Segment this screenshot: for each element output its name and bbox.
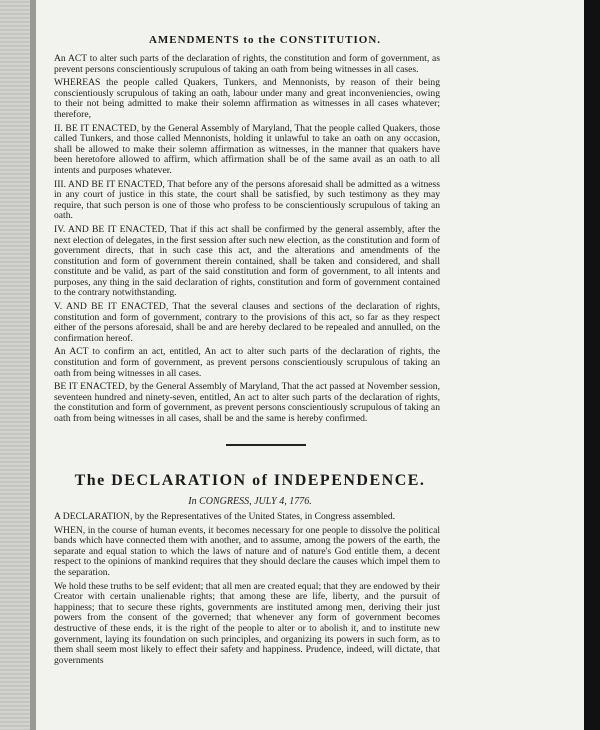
declaration-paragraph-2: We hold these truths to be self evident; that all men are created equal; that they are endowed by their Creator with certain unalienable rights; that among these are life, liberty, and the pursuit of happiness; that to secure these rights, governments are instituted among men, deriving their just powers from the consent of the governed; that whenever any form of government becomes destructive of these ends, it is the right of the people to alter or to abolish it, and to institute new government, laying its foundation on such principles, and organizing its powers in such form, as to them shall seem most likely to effect their safety and happiness. Prudence, indeed, will dictate, that governments bbox=[54, 580, 440, 666]
paragraph-6: An ACT to confirm an act, entitled, An act to alter such parts of the declaration of rights, the constitution and form of government, as prevent persons conscientiously scrupulous of taking an oath from being witnesses in all cases. bbox=[54, 346, 440, 379]
scan-border bbox=[584, 0, 600, 730]
amendment-text bbox=[54, 54, 440, 428]
declaration-heading: A DECLARATION, by the Representatives of the United States, in Congress assembled. bbox=[54, 511, 396, 522]
declaration-paragraph-1: WHEN, in the course of human events, it becomes necessary for one people to dissolve the political bands which have connected them with another, and to assume, among the powers of the earth, the separate and equal station to which the laws of nature and of nature's God entitle them, a decent respect to the opinions of mankind requires that they should declare the causes which impel them to the separation. bbox=[54, 524, 440, 578]
paragraph-1: WHEREAS the people called Quakers, Tunkers, and Mennonists, by reason of their being conscientiously scrupulous of taking an oath, labour under many and great inconveniencies, owing to their not being admitted to make their solemn affirmation as witnesses in all cases whatever; therefore, bbox=[54, 77, 440, 120]
paragraph-3: III. AND BE IT ENACTED, That before any of the persons aforesaid shall be admitted as a witness in any court of justice in this state, the court shall be satisfied, by such testimony as they may require, that such person is one of those who profess to be conscientiously scrupulous of taking an oath. bbox=[54, 178, 440, 222]
intro-paragraph: An ACT to alter such parts of the declaration of rights, the constitution and form of government, as prevent persons conscientiously scrupulous of taking an oath from being witnesses in all cases. bbox=[54, 53, 440, 75]
binding-edge bbox=[0, 0, 31, 730]
declaration-subtitle: In CONGRESS, JULY 4, 1776. bbox=[188, 496, 312, 507]
declaration-text bbox=[54, 512, 440, 669]
paragraph-4: IV. AND BE IT ENACTED, That if this act shall be confirmed by the general assembly, after the next election of delegates, in the first session after such new election, as the constitution and form of government directs, that in such case this act, and the alterations and amendments of the constitution and form of government therein contained, shall be taken and considered, and shall constitute and be valid, as part of the said constitution and form of government, to all intents and purposes, any thing in the said declaration of rights, constitution and form of government contained to the contrary notwithstanding. bbox=[54, 223, 440, 299]
section-divider bbox=[226, 444, 306, 446]
paragraph-7: BE IT ENACTED, by the General Assembly of Maryland, That the act passed at November session, seventeen hundred and ninety-seven, entitled, An act to alter such parts of the declaration of rights, the constitution and form of government, as prevent persons conscientiously scrupulous of taking an oath from being witnesses in all cases, shall be and the same is hereby confirmed. bbox=[54, 381, 440, 424]
page-header: AMENDMENTS to the CONSTITUTION. bbox=[148, 34, 382, 46]
declaration-title: The DECLARATION of INDEPENDENCE. bbox=[74, 472, 426, 489]
paragraph-5: V. AND BE IT ENACTED, That the several clauses and sections of the declaration of rights, constitution and form of government, contrary to the provisions of this act, so far as they respect either of the persons aforesaid, shall be and are hereby declared to be repealed and annulled, on the confirmation hereof. bbox=[54, 301, 440, 344]
paragraph-2: II. BE IT ENACTED, by the General Assembly of Maryland, That the people called Quakers, those called Tunkers, and those called Mennonists, holding it unlawful to take an oath on any occasion, shall be allowed to make their solemn affirmation as witnesses, in the manner that quakers have been heretofore allowed to affirm, which affirmation shall be of the same avail as an oath to all intents and purposes whatever. bbox=[54, 122, 440, 176]
